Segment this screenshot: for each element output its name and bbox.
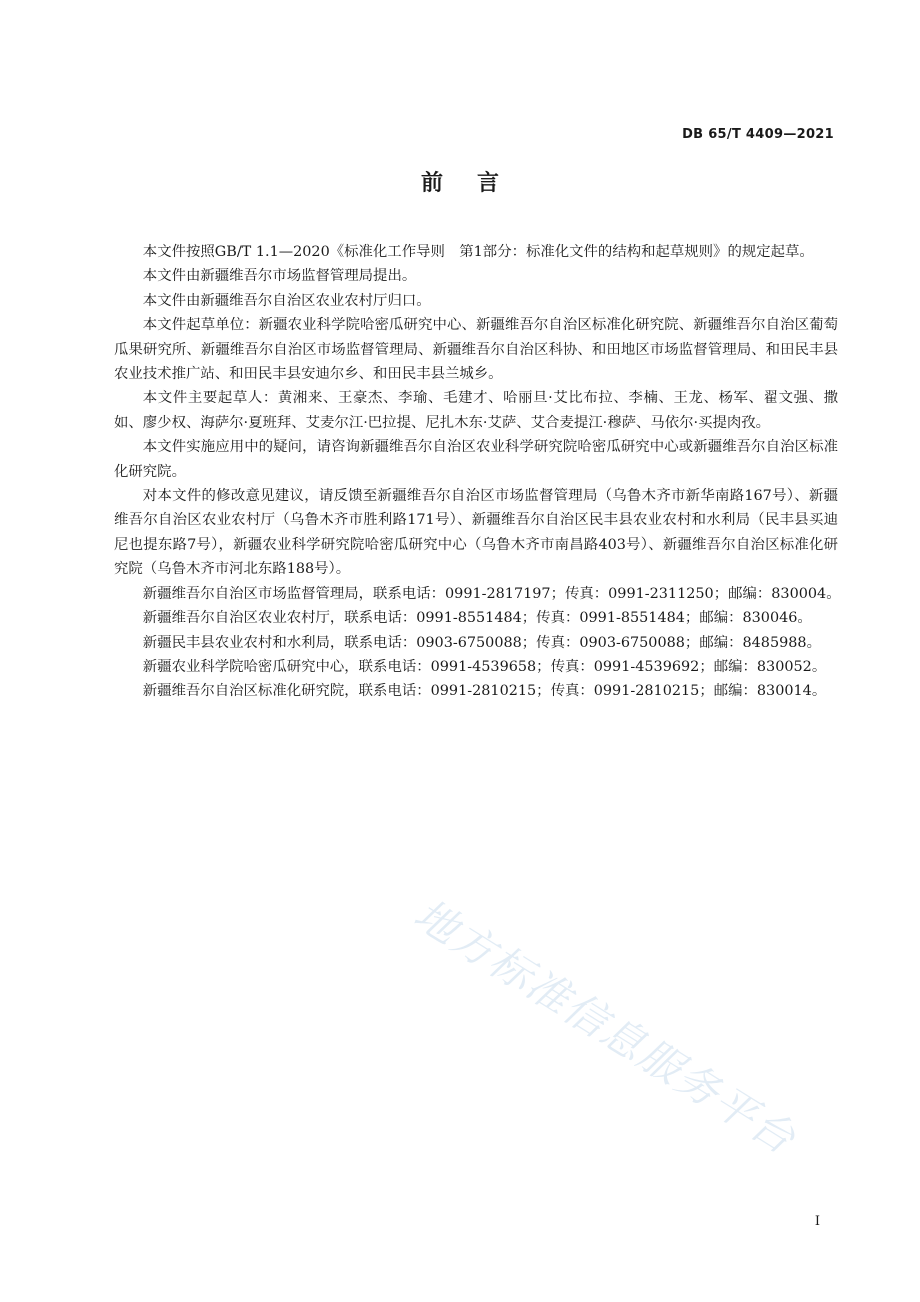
page-number: I: [814, 1214, 820, 1229]
paragraph-drafting-units: 本文件起草单位：新疆农业科学院哈密瓜研究中心、新疆维吾尔自治区标准化研究院、新疆维吾尔自治区葡萄瓜果研究所、新疆维吾尔自治区市场监督管理局、新疆维吾尔自治区科协、和田地区市场监督管理局、和田民丰县农业技术推广站、和田民丰县安迪尔乡、和田民丰县兰城乡。: [114, 317, 838, 383]
paragraph-drafters: 本文件主要起草人：黄湘来、王豪杰、李瑜、毛建才、哈丽旦·艾比布拉、李楠、王龙、杨军、翟文强、撒如、廖少权、海萨尔·夏班拜、艾麦尔江·巴拉提、尼扎木东·艾萨、艾合麦提江·穆萨、马依尔·买提肉孜。: [114, 390, 838, 431]
foreword-body: [114, 240, 841, 704]
paragraph-inquiries: 本文件实施应用中的疑问，请咨询新疆维吾尔自治区农业科学研究院哈密瓜研究中心或新疆维吾尔自治区标准化研究院。: [114, 439, 838, 480]
paragraph-proposer: 本文件由新疆维吾尔市场监督管理局提出。: [142, 268, 417, 285]
contact-line: 新疆维吾尔自治区农业农村厅，联系电话：0991-8551484；传真：0991-8551484；邮编：830046。: [142, 610, 812, 627]
contact-line: 新疆农业科学院哈密瓜研究中心，联系电话：0991-4539658；传真：0991-4539692；邮编：830052。: [142, 658, 827, 675]
paragraph-centralized-unit: 本文件由新疆维吾尔自治区农业农村厅归口。: [142, 292, 431, 309]
paragraph-drafting-rules: 本文件按照GB/T 1.1—2020《标准化工作导则 第1部分：标准化文件的结构和起草规则》的规定起草。: [142, 244, 814, 260]
document-code: DB 65/T 4409—2021: [682, 127, 834, 142]
paragraph-feedback: 对本文件的修改意见建议，请反馈至新疆维吾尔自治区市场监督管理局（乌鲁木齐市新华南路167号）、新疆维吾尔自治区农业农村厅（乌鲁木齐市胜利路171号）、新疆维吾尔自治区民丰县农业农村和水利局（民丰县买迪尼也提东路7号），新疆农业科学研究院哈密瓜研究中心（乌鲁木齐市南昌路403号）、新疆维吾尔自治区标准化研究院（乌鲁木齐市河北东路188号）。: [114, 488, 838, 578]
contact-line: 新疆民丰县农业农村和水利局，联系电话：0903-6750088；传真：0903-6750088；邮编：8485988。: [142, 634, 821, 651]
watermark: 地方标准信息服务平台: [405, 889, 805, 1165]
contact-line: 新疆维吾尔自治区标准化研究院，联系电话：0991-2810215；传真：0991-2810215；邮编：830014。: [142, 683, 827, 700]
contact-line: 新疆维吾尔自治区市场监督管理局，联系电话：0991-2817197；传真：0991-2311250；邮编：830004。: [142, 585, 841, 602]
page-title: 前言: [420, 171, 533, 196]
